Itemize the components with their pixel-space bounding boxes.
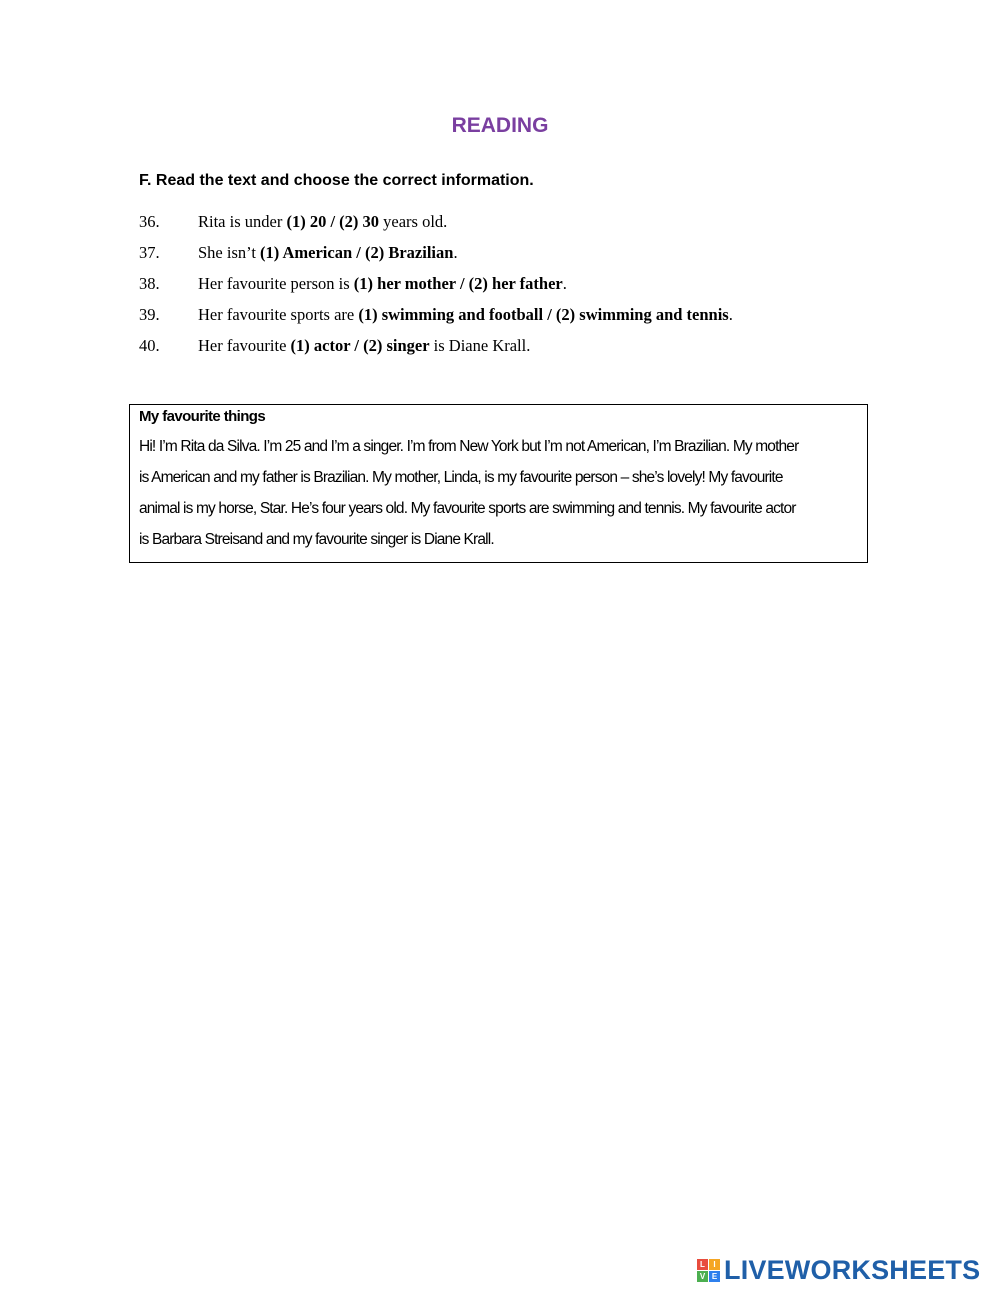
text-box-title: My favourite things	[139, 408, 266, 425]
question-item	[139, 242, 899, 273]
question-options: (1) actor / (2) singer	[290, 336, 430, 355]
question-options: (1) swimming and football / (2) swimming and tennis	[358, 305, 729, 324]
question-text: She isn’t	[198, 243, 261, 262]
question-item	[139, 304, 899, 335]
logo-mark-letter: E	[709, 1271, 720, 1282]
question-text-end: years old.	[379, 212, 448, 231]
logo-mark-letter: V	[697, 1271, 708, 1282]
liveworksheets-logo	[697, 1255, 980, 1285]
text-box-line: Hi! I’m Rita da Silva. I’m 25 and I’m a singer. I’m from New York but I’m not American, I’m Brazilian. My mother	[139, 438, 799, 455]
logo-mark-letter: I	[709, 1259, 720, 1270]
logo-mark-letter: L	[697, 1259, 708, 1270]
question-item	[139, 273, 899, 304]
page-title: READING	[451, 114, 549, 137]
question-number: 38.	[139, 274, 160, 293]
question-options: (1) her mother / (2) her father	[353, 274, 563, 293]
reading-text-box	[129, 404, 868, 563]
question-options: (1) American / (2) Brazilian	[260, 243, 454, 262]
question-text: Rita is under	[198, 212, 287, 231]
question-list	[139, 211, 899, 366]
question-number: 40.	[139, 336, 160, 355]
logo-mark-icon	[697, 1259, 720, 1282]
question-number: 36.	[139, 212, 160, 231]
text-box-line: animal is my horse, Star. He’s four years old. My favourite sports are swimming and tennis. My favourite actor	[139, 500, 796, 517]
text-box-line: is Barbara Streisand and my favourite singer is Diane Krall.	[139, 531, 494, 548]
question-text: Her favourite person is	[198, 274, 354, 293]
question-text-end: .	[728, 305, 733, 324]
text-box-line: is American and my father is Brazilian. My mother, Linda, is my favourite person – she’s lovely! My favourite	[139, 469, 783, 486]
question-text: Her favourite sports are	[198, 305, 359, 324]
question-text-end: .	[453, 243, 458, 262]
question-number: 39.	[139, 305, 160, 324]
logo-text: LIVEWORKSHEETS	[724, 1254, 981, 1285]
question-item	[139, 211, 899, 242]
exercise-instruction: F. Read the text and choose the correct information.	[139, 172, 534, 189]
question-text-end: .	[562, 274, 567, 293]
question-text: Her favourite	[198, 336, 291, 355]
question-item	[139, 335, 899, 366]
question-options: (1) 20 / (2) 30	[286, 212, 380, 231]
question-text-end: is Diane Krall.	[429, 336, 531, 355]
question-number: 37.	[139, 243, 160, 262]
